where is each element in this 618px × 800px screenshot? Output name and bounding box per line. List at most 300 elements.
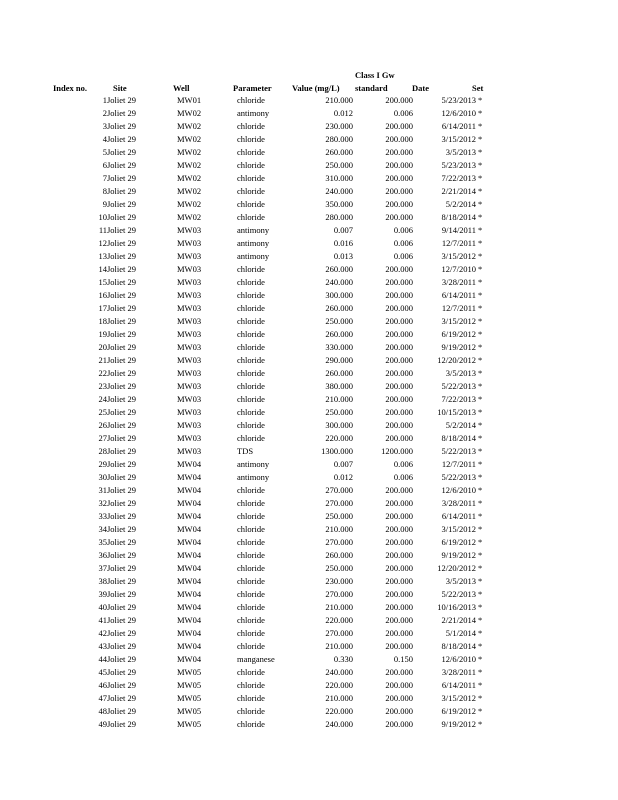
- well-cell: MW02: [177, 147, 202, 157]
- site-cell: Joliet 29: [107, 498, 137, 508]
- value-cell: 300.000: [325, 290, 353, 300]
- standard-cell: 200.000: [385, 602, 413, 612]
- value-cell: 240.000: [325, 186, 353, 196]
- parameter-cell: chloride: [237, 615, 265, 625]
- site-cell: Joliet 29: [107, 537, 137, 547]
- value-cell: 350.000: [325, 199, 353, 209]
- well-cell: MW03: [177, 355, 202, 365]
- value-cell: 270.000: [325, 498, 353, 508]
- value-cell: 250.000: [325, 511, 353, 521]
- standard-cell: 200.000: [385, 394, 413, 404]
- well-cell: MW03: [177, 316, 202, 326]
- parameter-cell: chloride: [237, 511, 265, 521]
- index-cell: 22: [98, 368, 107, 378]
- standard-cell: 200.000: [385, 667, 413, 677]
- parameter-cell: chloride: [237, 628, 265, 638]
- set-cell: *: [478, 160, 483, 170]
- well-cell: MW03: [177, 264, 202, 274]
- date-cell: 8/18/2014: [441, 433, 476, 443]
- parameter-cell: chloride: [237, 407, 265, 417]
- value-cell: 220.000: [325, 706, 353, 716]
- value-cell: 260.000: [325, 147, 353, 157]
- standard-cell: 200.000: [385, 277, 413, 287]
- parameter-cell: chloride: [237, 186, 265, 196]
- value-cell: 0.007: [333, 459, 353, 469]
- date-cell: 10/15/2013: [437, 407, 476, 417]
- site-cell: Joliet 29: [107, 628, 137, 638]
- parameter-cell: chloride: [237, 706, 265, 716]
- standard-cell: 200.000: [385, 420, 413, 430]
- index-cell: 35: [98, 537, 107, 547]
- standard-cell: 200.000: [385, 95, 413, 105]
- index-cell: 49: [98, 719, 107, 729]
- date-cell: 9/19/2012: [441, 342, 476, 352]
- set-cell: *: [478, 563, 483, 573]
- index-cell: 25: [98, 407, 107, 417]
- set-cell: *: [478, 615, 483, 625]
- site-cell: Joliet 29: [107, 615, 137, 625]
- well-cell: MW04: [177, 615, 202, 625]
- site-cell: Joliet 29: [107, 95, 137, 105]
- standard-cell: 200.000: [385, 173, 413, 183]
- well-cell: MW02: [177, 212, 202, 222]
- table-row: [52, 497, 488, 510]
- standard-cell: 0.006: [393, 472, 413, 482]
- index-cell: 33: [98, 511, 107, 521]
- set-cell: *: [478, 576, 483, 586]
- parameter-cell: chloride: [237, 680, 265, 690]
- value-cell: 310.000: [325, 173, 353, 183]
- parameter-cell: chloride: [237, 342, 265, 352]
- index-cell: 41: [98, 615, 107, 625]
- table-row: [52, 393, 488, 406]
- parameter-cell: chloride: [237, 355, 265, 365]
- parameter-cell: chloride: [237, 121, 265, 131]
- well-cell: MW04: [177, 459, 202, 469]
- index-cell: 19: [98, 329, 107, 339]
- standard-cell: 200.000: [385, 589, 413, 599]
- index-cell: 43: [98, 641, 107, 651]
- date-cell: 12/6/2010: [441, 485, 476, 495]
- header-index: Index no.: [53, 83, 88, 93]
- value-cell: 280.000: [325, 134, 353, 144]
- parameter-cell: chloride: [237, 212, 265, 222]
- table-row: [52, 263, 488, 276]
- parameter-cell: chloride: [237, 147, 265, 157]
- set-cell: *: [478, 277, 483, 287]
- header-well: Well: [173, 83, 190, 93]
- set-cell: *: [478, 394, 483, 404]
- parameter-cell: chloride: [237, 641, 265, 651]
- table-row: [52, 666, 488, 679]
- index-cell: 2: [102, 108, 107, 118]
- well-cell: MW02: [177, 121, 202, 131]
- table-row: [52, 94, 488, 107]
- well-cell: MW02: [177, 160, 202, 170]
- site-cell: Joliet 29: [107, 550, 137, 560]
- set-cell: *: [478, 485, 483, 495]
- parameter-cell: chloride: [237, 394, 265, 404]
- index-cell: 34: [98, 524, 107, 534]
- well-cell: MW04: [177, 472, 202, 482]
- site-cell: Joliet 29: [107, 420, 137, 430]
- well-cell: MW04: [177, 602, 202, 612]
- header-site: Site: [113, 83, 127, 93]
- set-cell: *: [478, 173, 483, 183]
- index-cell: 45: [98, 667, 107, 677]
- site-cell: Joliet 29: [107, 524, 137, 534]
- table-row: [52, 211, 488, 224]
- index-cell: 17: [98, 303, 107, 313]
- date-cell: 7/22/2013: [441, 173, 476, 183]
- site-cell: Joliet 29: [107, 316, 137, 326]
- site-cell: Joliet 29: [107, 238, 137, 248]
- value-cell: 240.000: [325, 719, 353, 729]
- index-cell: 13: [98, 251, 107, 261]
- index-cell: 28: [98, 446, 107, 456]
- site-cell: Joliet 29: [107, 381, 137, 391]
- standard-cell: 200.000: [385, 563, 413, 573]
- exceedance-table: [52, 94, 488, 731]
- table-row: [52, 510, 488, 523]
- set-cell: *: [478, 472, 483, 482]
- set-cell: *: [478, 680, 483, 690]
- parameter-cell: chloride: [237, 693, 265, 703]
- date-cell: 9/19/2012: [441, 719, 476, 729]
- well-cell: MW03: [177, 225, 202, 235]
- parameter-cell: chloride: [237, 589, 265, 599]
- site-cell: Joliet 29: [107, 602, 137, 612]
- standard-cell: 200.000: [385, 615, 413, 625]
- set-cell: *: [478, 368, 483, 378]
- date-cell: 12/6/2010: [441, 108, 476, 118]
- date-cell: 5/22/2013: [441, 381, 476, 391]
- set-cell: *: [478, 316, 483, 326]
- site-cell: Joliet 29: [107, 433, 137, 443]
- date-cell: 5/1/2014: [445, 628, 476, 638]
- table-row: [52, 679, 488, 692]
- date-cell: 3/5/2013: [445, 147, 476, 157]
- site-cell: Joliet 29: [107, 446, 137, 456]
- index-cell: 3: [102, 121, 107, 131]
- date-cell: 3/15/2012: [441, 524, 476, 534]
- table-row: [52, 159, 488, 172]
- site-cell: Joliet 29: [107, 199, 137, 209]
- site-cell: Joliet 29: [107, 589, 137, 599]
- set-cell: *: [478, 706, 483, 716]
- set-cell: *: [478, 407, 483, 417]
- value-cell: 250.000: [325, 160, 353, 170]
- site-cell: Joliet 29: [107, 355, 137, 365]
- standard-cell: 200.000: [385, 719, 413, 729]
- date-cell: 3/28/2011: [441, 498, 476, 508]
- site-cell: Joliet 29: [107, 511, 137, 521]
- well-cell: MW03: [177, 290, 202, 300]
- standard-cell: 200.000: [385, 121, 413, 131]
- parameter-cell: chloride: [237, 290, 265, 300]
- index-cell: 9: [102, 199, 107, 209]
- table-row: [52, 549, 488, 562]
- index-cell: 12: [98, 238, 107, 248]
- set-cell: *: [478, 641, 483, 651]
- site-cell: Joliet 29: [107, 173, 137, 183]
- index-cell: 18: [98, 316, 107, 326]
- table-row: [52, 484, 488, 497]
- table-row: [52, 380, 488, 393]
- well-cell: MW03: [177, 238, 202, 248]
- table-row: [52, 523, 488, 536]
- site-cell: Joliet 29: [107, 303, 137, 313]
- site-cell: Joliet 29: [107, 251, 137, 261]
- value-cell: 210.000: [325, 95, 353, 105]
- standard-cell: 200.000: [385, 329, 413, 339]
- table-row: [52, 289, 488, 302]
- site-cell: Joliet 29: [107, 186, 137, 196]
- date-cell: 5/23/2013: [441, 95, 476, 105]
- standard-cell: 200.000: [385, 407, 413, 417]
- value-cell: 330.000: [325, 342, 353, 352]
- value-cell: 380.000: [325, 381, 353, 391]
- date-cell: 6/19/2012: [441, 537, 476, 547]
- site-cell: Joliet 29: [107, 160, 137, 170]
- parameter-cell: chloride: [237, 667, 265, 677]
- date-cell: 6/14/2011: [441, 290, 476, 300]
- standard-cell: 0.006: [393, 459, 413, 469]
- table-row: [52, 367, 488, 380]
- site-cell: Joliet 29: [107, 264, 137, 274]
- parameter-cell: chloride: [237, 524, 265, 534]
- parameter-cell: chloride: [237, 173, 265, 183]
- value-cell: 270.000: [325, 628, 353, 638]
- standard-cell: 200.000: [385, 212, 413, 222]
- date-cell: 12/20/2012: [437, 563, 476, 573]
- index-cell: 1: [102, 95, 107, 105]
- date-cell: 3/15/2012: [441, 251, 476, 261]
- parameter-cell: chloride: [237, 420, 265, 430]
- table-row: [52, 627, 488, 640]
- standard-cell: 200.000: [385, 186, 413, 196]
- index-cell: 38: [98, 576, 107, 586]
- site-cell: Joliet 29: [107, 368, 137, 378]
- set-cell: *: [478, 420, 483, 430]
- parameter-cell: chloride: [237, 134, 265, 144]
- parameter-cell: chloride: [237, 498, 265, 508]
- standard-cell: 1200.000: [381, 446, 413, 456]
- table-row: [52, 146, 488, 159]
- table-row: [52, 562, 488, 575]
- index-cell: 21: [98, 355, 107, 365]
- index-cell: 29: [98, 459, 107, 469]
- set-cell: *: [478, 381, 483, 391]
- date-cell: 3/5/2013: [445, 368, 476, 378]
- set-cell: *: [478, 511, 483, 521]
- index-cell: 4: [102, 134, 107, 144]
- site-cell: Joliet 29: [107, 108, 137, 118]
- well-cell: MW05: [177, 706, 202, 716]
- date-cell: 7/22/2013: [441, 394, 476, 404]
- date-cell: 12/7/2011: [441, 238, 476, 248]
- parameter-cell: antimony: [237, 108, 270, 118]
- index-cell: 16: [98, 290, 107, 300]
- set-cell: *: [478, 186, 483, 196]
- parameter-cell: manganese: [237, 654, 275, 664]
- site-cell: Joliet 29: [107, 654, 137, 664]
- value-cell: 230.000: [325, 576, 353, 586]
- index-cell: 37: [98, 563, 107, 573]
- date-cell: 3/15/2012: [441, 693, 476, 703]
- header-class-line1: Class I Gw: [355, 70, 395, 80]
- well-cell: MW04: [177, 511, 202, 521]
- set-cell: *: [478, 329, 483, 339]
- table-row: [52, 601, 488, 614]
- index-cell: 5: [102, 147, 107, 157]
- date-cell: 9/19/2012: [441, 550, 476, 560]
- well-cell: MW04: [177, 485, 202, 495]
- table-row: [52, 250, 488, 263]
- set-cell: *: [478, 342, 483, 352]
- standard-cell: 200.000: [385, 290, 413, 300]
- date-cell: 10/16/2013: [437, 602, 476, 612]
- parameter-cell: antimony: [237, 472, 270, 482]
- set-cell: *: [478, 550, 483, 560]
- value-cell: 210.000: [325, 602, 353, 612]
- parameter-cell: chloride: [237, 537, 265, 547]
- site-cell: Joliet 29: [107, 485, 137, 495]
- set-cell: *: [478, 498, 483, 508]
- table-row: [52, 536, 488, 549]
- site-cell: Joliet 29: [107, 225, 137, 235]
- value-cell: 260.000: [325, 368, 353, 378]
- index-cell: 27: [98, 433, 107, 443]
- date-cell: 12/7/2010: [441, 264, 476, 274]
- set-cell: *: [478, 537, 483, 547]
- index-cell: 14: [98, 264, 107, 274]
- standard-cell: 200.000: [385, 511, 413, 521]
- value-cell: 220.000: [325, 680, 353, 690]
- value-cell: 210.000: [325, 394, 353, 404]
- table-row: [52, 341, 488, 354]
- date-cell: 8/18/2014: [441, 641, 476, 651]
- well-cell: MW04: [177, 654, 202, 664]
- value-cell: 250.000: [325, 316, 353, 326]
- value-cell: 240.000: [325, 667, 353, 677]
- header-class-line2: standard: [355, 83, 388, 93]
- table-row: [52, 575, 488, 588]
- index-cell: 31: [98, 485, 107, 495]
- site-cell: Joliet 29: [107, 394, 137, 404]
- value-cell: 280.000: [325, 212, 353, 222]
- standard-cell: 0.006: [393, 225, 413, 235]
- parameter-cell: chloride: [237, 95, 265, 105]
- well-cell: MW02: [177, 199, 202, 209]
- standard-cell: 0.006: [393, 238, 413, 248]
- value-cell: 270.000: [325, 485, 353, 495]
- header-value: Value (mg/L): [292, 83, 340, 93]
- set-cell: *: [478, 589, 483, 599]
- standard-cell: 200.000: [385, 485, 413, 495]
- well-cell: MW04: [177, 563, 202, 573]
- parameter-cell: chloride: [237, 485, 265, 495]
- site-cell: Joliet 29: [107, 680, 137, 690]
- well-cell: MW01: [177, 95, 202, 105]
- index-cell: 44: [98, 654, 107, 664]
- index-cell: 20: [98, 342, 107, 352]
- site-cell: Joliet 29: [107, 576, 137, 586]
- standard-cell: 0.150: [393, 654, 413, 664]
- parameter-cell: chloride: [237, 303, 265, 313]
- date-cell: 5/22/2013: [441, 472, 476, 482]
- index-cell: 47: [98, 693, 107, 703]
- set-cell: *: [478, 446, 483, 456]
- parameter-cell: TDS: [237, 446, 254, 456]
- index-cell: 39: [98, 589, 107, 599]
- well-cell: MW04: [177, 628, 202, 638]
- value-cell: 210.000: [325, 524, 353, 534]
- date-cell: 6/19/2012: [441, 706, 476, 716]
- table-row: [52, 107, 488, 120]
- date-cell: 6/14/2011: [441, 121, 476, 131]
- well-cell: MW03: [177, 420, 202, 430]
- well-cell: MW02: [177, 134, 202, 144]
- index-cell: 24: [98, 394, 107, 404]
- index-cell: 32: [98, 498, 107, 508]
- table-row: [52, 419, 488, 432]
- parameter-cell: chloride: [237, 602, 265, 612]
- standard-cell: 200.000: [385, 706, 413, 716]
- value-cell: 210.000: [325, 641, 353, 651]
- site-cell: Joliet 29: [107, 407, 137, 417]
- date-cell: 3/28/2011: [441, 277, 476, 287]
- standard-cell: 0.006: [393, 108, 413, 118]
- date-cell: 2/21/2014: [441, 186, 476, 196]
- value-cell: 260.000: [325, 264, 353, 274]
- standard-cell: 200.000: [385, 693, 413, 703]
- table-row: [52, 172, 488, 185]
- well-cell: MW03: [177, 342, 202, 352]
- value-cell: 0.007: [333, 225, 353, 235]
- value-cell: 250.000: [325, 407, 353, 417]
- parameter-cell: chloride: [237, 329, 265, 339]
- table-row: [52, 653, 488, 666]
- parameter-cell: antimony: [237, 459, 270, 469]
- site-cell: Joliet 29: [107, 563, 137, 573]
- header-date: Date: [412, 83, 429, 93]
- set-cell: *: [478, 225, 483, 235]
- site-cell: Joliet 29: [107, 667, 137, 677]
- site-cell: Joliet 29: [107, 706, 137, 716]
- set-cell: *: [478, 303, 483, 313]
- standard-cell: 200.000: [385, 342, 413, 352]
- value-cell: 270.000: [325, 537, 353, 547]
- index-cell: 11: [98, 225, 107, 235]
- set-cell: *: [478, 524, 483, 534]
- value-cell: 300.000: [325, 420, 353, 430]
- table-row: [52, 458, 488, 471]
- parameter-cell: chloride: [237, 264, 265, 274]
- site-cell: Joliet 29: [107, 277, 137, 287]
- date-cell: 3/15/2012: [441, 316, 476, 326]
- index-cell: 7: [102, 173, 107, 183]
- date-cell: 12/7/2011: [441, 459, 476, 469]
- parameter-cell: antimony: [237, 251, 270, 261]
- site-cell: Joliet 29: [107, 134, 137, 144]
- site-cell: Joliet 29: [107, 121, 137, 131]
- set-cell: *: [478, 108, 483, 118]
- standard-cell: 200.000: [385, 628, 413, 638]
- set-cell: *: [478, 693, 483, 703]
- index-cell: 23: [98, 381, 107, 391]
- well-cell: MW02: [177, 186, 202, 196]
